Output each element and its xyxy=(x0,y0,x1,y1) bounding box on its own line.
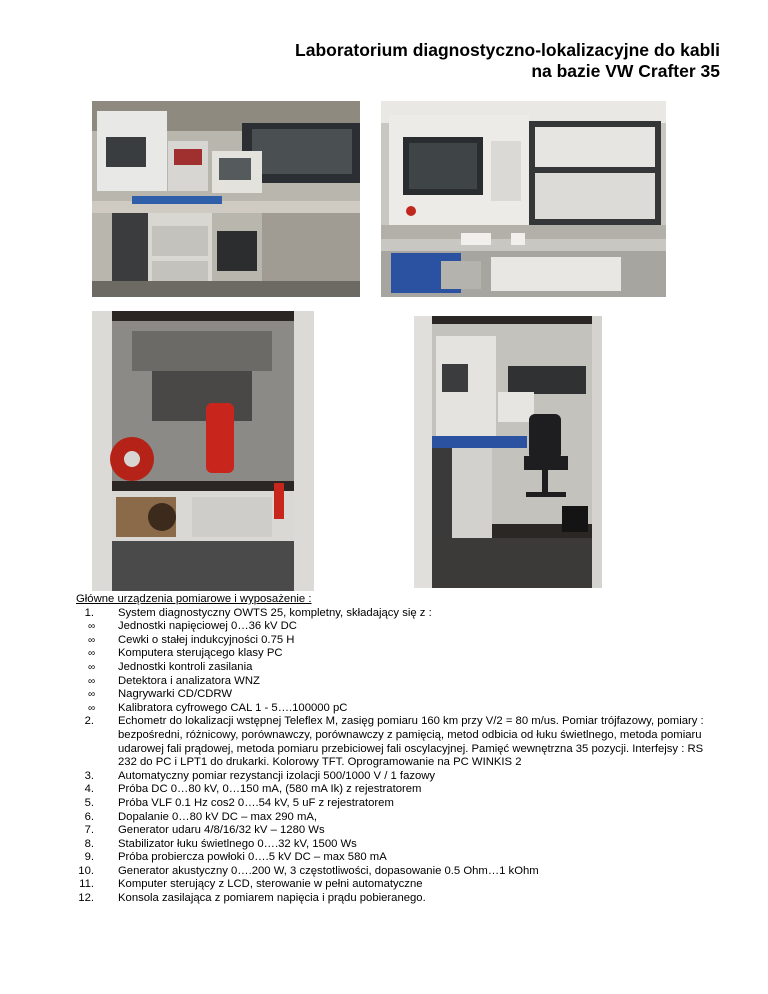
infinity-bullet-icon: ∞ xyxy=(88,702,96,714)
list-item xyxy=(76,851,716,865)
list-item-text: Stabilizator łuku świetlnego 0….32 kV, 1500 Ws xyxy=(118,837,357,850)
sub-list-item-text: Komputera sterującego klasy PC xyxy=(118,647,283,660)
list-item-text: Dopalanie 0…80 kV DC – max 290 mA, xyxy=(118,810,318,823)
sub-list-item-text: Jednostki kontroli zasilania xyxy=(118,660,253,673)
infinity-bullet-icon: ∞ xyxy=(88,634,96,646)
infinity-bullet-icon: ∞ xyxy=(88,648,96,660)
sub-list-item-text: Cewki o stałej indukcyjności 0.75 H xyxy=(118,633,295,646)
list-item xyxy=(76,878,716,892)
list-item-text: Automatyczny pomiar rezystancji izolacji 500/1000 V / 1 fazowy xyxy=(118,769,436,782)
list-item-text: System diagnostyczny OWTS 25, kompletny, składający się z : xyxy=(118,606,432,619)
list-item-text: Generator akustyczny 0….200 W, 3 częstotliwości, dopasowanie 0.5 Ohm…1 kOhm xyxy=(118,864,539,877)
sub-list-item xyxy=(76,688,716,702)
sub-list-item-text: Detektora i analizatora WNZ xyxy=(118,674,260,687)
list-item-text: Generator udaru 4/8/16/32 kV – 1280 Ws xyxy=(118,824,325,837)
list-item-number: 6. xyxy=(84,810,94,823)
list-item xyxy=(76,715,716,769)
list-item-number: 11. xyxy=(79,878,94,891)
list-item-number: 12. xyxy=(78,892,94,905)
list-item-number: 1. xyxy=(84,606,94,619)
list-item-text: Próba VLF 0.1 Hz cos2 0….54 kV, 5 uF z rejestratorem xyxy=(118,796,394,809)
document-title xyxy=(160,40,720,82)
sub-list-item xyxy=(76,661,716,675)
title-line-1: Laboratorium diagnostyczno-lokalizacyjne do kabli xyxy=(295,40,720,60)
van-interior-desk-photo xyxy=(92,101,360,297)
list-item-number: 9. xyxy=(84,851,94,864)
list-item-text: Komputer sterujący z LCD, sterowanie w pełni automatyczne xyxy=(118,878,423,891)
equipment-list xyxy=(76,593,716,906)
sub-list-item-text: Jednostki napięciowej 0…36 kV DC xyxy=(118,620,297,633)
list-item-number: 4. xyxy=(84,783,94,796)
list-item xyxy=(76,811,716,825)
infinity-bullet-icon: ∞ xyxy=(88,621,96,633)
list-item-number: 2. xyxy=(84,715,94,728)
list-item xyxy=(76,865,716,879)
sub-list-item-text: Nagrywarki CD/CDRW xyxy=(118,688,233,701)
list-item xyxy=(76,892,716,906)
list-item xyxy=(76,838,716,852)
van-interior-chair-photo xyxy=(414,316,602,588)
list-item xyxy=(76,607,716,621)
list-item-text: Próba DC 0…80 kV, 0…150 mA, (580 mA Ik) z rejestratorem xyxy=(118,783,422,796)
sub-list-item xyxy=(76,647,716,661)
list-item-text: Echometr do lokalizacji wstępnej Teleflex M, zasięg pomiaru 160 km przy V/2 = 80 m/us. Pomiar trójfazowy, pomiary : bezpośredni, różnicowy, porównawczy, porównawczy z pamięcią, metod odbicia od łuku świetlnego, metoda pomiaru udarowej fali prądowej, metoda pomiaru przebiciowej fali oscylacyjnej. Pamięć wewnętrzna 35 pozycji. Interfejsy : RS 232 do PC i LPT1 do drukarki. Kolorowy TFT. Oprogramowanie na PC WINKIS 2 xyxy=(118,715,704,769)
instrument-rack-photo xyxy=(381,101,666,297)
infinity-bullet-icon: ∞ xyxy=(88,689,96,701)
list-item-number: 8. xyxy=(84,837,94,850)
list-item-text: Konsola zasilająca z pomiarem napięcia i prądu pobieranego. xyxy=(118,892,426,905)
list-item xyxy=(76,783,716,797)
list-item-number: 3. xyxy=(84,769,94,782)
list-item-number: 10. xyxy=(78,864,94,877)
list-heading: Główne urządzenia pomiarowe i wyposażenie : xyxy=(76,593,312,605)
sub-list-item xyxy=(76,675,716,689)
list-item-text: Próba probiercza powłoki 0….5 kV DC – max 580 mA xyxy=(118,851,387,864)
sub-list-item xyxy=(76,634,716,648)
infinity-bullet-icon: ∞ xyxy=(88,675,96,687)
list-item xyxy=(76,770,716,784)
sub-list-item-text: Kalibratora cyfrowego CAL 1 - 5….100000 pC xyxy=(118,701,348,714)
sub-list-item xyxy=(76,702,716,716)
van-rear-equipment-photo xyxy=(92,311,314,591)
list-item-number: 5. xyxy=(84,796,94,809)
sub-list-item xyxy=(76,620,716,634)
infinity-bullet-icon: ∞ xyxy=(88,661,96,673)
list-item xyxy=(76,797,716,811)
title-line-2: na bazie VW Crafter 35 xyxy=(531,61,720,81)
list-item xyxy=(76,824,716,838)
list-item-number: 7. xyxy=(84,824,94,837)
